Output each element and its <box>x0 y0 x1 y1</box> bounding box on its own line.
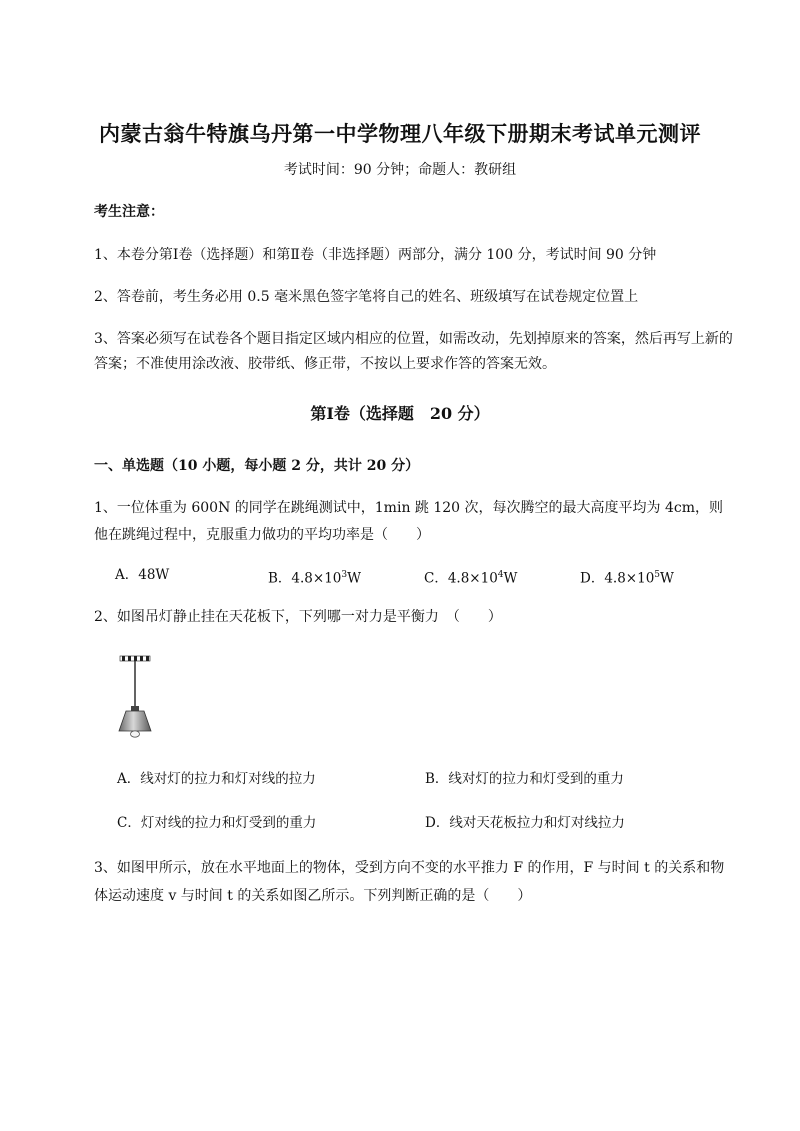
option-a[interactable] <box>115 565 169 585</box>
lamp-shade <box>119 711 151 731</box>
question-stem: 2、如图吊灯静止挂在天花板下，下列哪一对力是平衡力 （ ） <box>94 609 502 625</box>
option-d[interactable] <box>580 565 674 589</box>
option-exponent: 5 <box>654 570 661 580</box>
option-c[interactable] <box>424 565 517 589</box>
option-unit: W <box>660 570 674 587</box>
option-exponent: 3 <box>341 570 348 580</box>
option-text: C．4.8×10 <box>424 570 498 587</box>
page-title: 内蒙古翁牛特旗乌丹第一中学物理八年级下册期末考试单元测评 <box>99 121 701 146</box>
notice-heading: 考生注意： <box>94 204 164 220</box>
option-unit: W <box>347 570 362 587</box>
lamp-socket <box>131 706 139 711</box>
option-unit: W <box>503 570 518 587</box>
option-text: B．4.8×10 <box>268 570 342 587</box>
part-heading: 一、单选题（10 小题，每小题 2 分，共计 20 分） <box>94 458 420 474</box>
notice-item: 1、本卷分第Ⅰ卷（选择题）和第Ⅱ卷（非选择题）两部分，满分 100 分，考试时间 90 分钟 <box>94 247 657 263</box>
notice-item: 2、答卷前，考生务必用 0.5 毫米黑色签字笔将自己的姓名、班级填写在试卷规定位置上 <box>94 289 639 305</box>
ceiling-hatch <box>120 656 150 661</box>
question-stem: 3、如图甲所示，放在水平地面上的物体，受到方向不变的水平推力 F 的作用，F 与时间 t 的关系和物体运动速度 v 与时间 t 的关系如图乙所示。下列判断正确的是（ ） <box>94 860 725 904</box>
option-d[interactable]: D．线对天花板拉力和灯对线拉力 <box>425 815 625 831</box>
option-b[interactable] <box>268 565 361 589</box>
option-a[interactable]: A．线对灯的拉力和灯对线的拉力 <box>117 771 316 787</box>
exam-info: 考试时间：90 分钟；命题人：教研组 <box>283 162 517 178</box>
option-text: D．4.8×10 <box>580 570 655 587</box>
option-b[interactable]: B．线对灯的拉力和灯受到的重力 <box>425 771 624 787</box>
pendant-lamp-icon <box>110 652 160 744</box>
lamp-bulb <box>131 731 140 737</box>
option-c[interactable]: C．灯对线的拉力和灯受到的重力 <box>117 815 317 831</box>
section-title: 第Ⅰ卷（选择题 20 分） <box>310 404 490 423</box>
question-stem: 1、一位体重为 600N 的同学在跳绳测试中，1min 跳 120 次，每次腾空的最大高度平均为 4cm，则他在跳绳过程中，克服重力做功的平均功率是（ ） <box>94 500 723 543</box>
option-text: A．48W <box>115 567 170 583</box>
notice-item: 3、答案必须写在试卷各个题目指定区域内相应的位置，如需改动，先划掉原来的答案，然后再写上新的答案；不准使用涂改液、胶带纸、修正带，不按以上要求作答的答案无效。 <box>94 331 733 372</box>
option-exponent: 4 <box>497 570 504 580</box>
